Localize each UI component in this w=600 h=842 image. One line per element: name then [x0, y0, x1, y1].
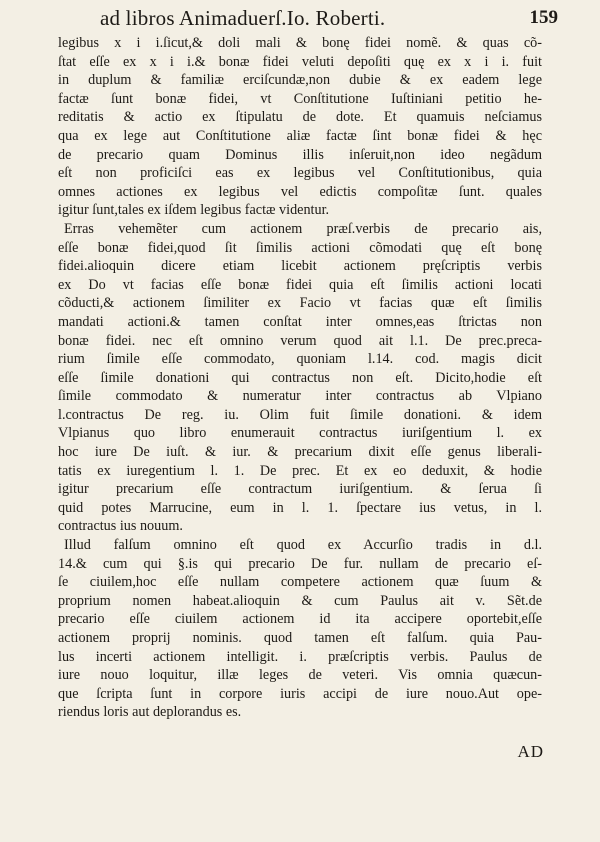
text-line: ſtat eſſe ex x i i.& bonæ fidei veluti depoſiti quę ex x i i. fuit	[58, 53, 542, 70]
text-line: ſimile commodato & numeratur inter contractus ab Vlpiano	[58, 388, 542, 405]
text-line: bonæ fidei. nec eſt omnino verum quod ait l.1. De prec.preca-	[58, 332, 542, 349]
text-line: eſt non proficiſci eas ex legibus vel Conſtitutionibus, quia	[58, 165, 542, 182]
text-line: Erras vehemẽter cum actionem præſ.verbis de precario ais,	[64, 220, 542, 237]
text-line: ſe ciuilem,hoc eſſe nullam competere actionem quæ ſuum &	[58, 574, 542, 591]
text-line: reditatis & actio ex ſtipulatu de dote. Et quamuis neſciamus	[58, 109, 542, 126]
text-line: proprium nomen habeat.alioquin & cum Paulus ait v. Sẽt.de	[58, 592, 542, 609]
text-line: eſſe ſimile donationi qui contractus non eſt. Dicito,hodie eſt	[58, 369, 542, 386]
running-head-title: ad libros Animaduerſ.Io. Roberti.	[100, 6, 386, 30]
text-line: iure nouo loquitur, illæ leges de veteri. Vis omnia quæcun-	[58, 667, 542, 684]
text-line: lus incerti actionem intelligit. i. præſcriptis verbis. Paulus de	[58, 648, 542, 665]
text-line: factæ ſunt bonæ fidei, vt Conſtitutione Iuſtiniani petitio he-	[58, 90, 542, 107]
text-line: igitur ſunt,tales ex iſdem legibus factæ videntur.	[58, 202, 330, 219]
text-line: mandati actioni.& tamen conſtat inter omnes,eas ſtrictas non	[58, 313, 542, 330]
text-line: de precario quam Dominus illis inſeruit,non ideo negãdum	[58, 146, 542, 163]
text-line: que ſcripta ſunt in corpore iuris accipi de iure nouo.Aut ope-	[58, 685, 542, 702]
catchword: AD	[517, 742, 544, 761]
text-line: hoc iure De iuſt. & iur. & precarium dixit eſſe genus liberali-	[58, 444, 542, 461]
text-line: riendus loris aut deplorandus es.	[58, 704, 242, 721]
text-line: l.contractus De reg. iu. Olim fuit ſimile donationi. & idem	[58, 406, 542, 423]
text-line: qua ex lege aut Conſtitutione aliæ factæ ſint bonæ fidei & hęc	[58, 127, 542, 144]
text-line: cõducti,& actionem ſimiliter ex Facio vt facias quæ eſt ſimilis	[58, 295, 542, 312]
text-line: omnes actiones ex legibus vel edictis compoſitæ ſunt. quales	[58, 183, 542, 200]
text-line: in duplum & familiæ erciſcundæ,non dubie & ex eadem lege	[58, 72, 542, 89]
text-line: fidei.alioquin dicere etiam licebit actionem pręſcriptis verbis	[58, 258, 542, 275]
paragraph	[58, 220, 542, 536]
running-head	[60, 4, 560, 34]
text-line: tatis ex iuregentium l. 1. De prec. Et ex eo deduxit, & hodie	[58, 462, 542, 479]
body-text	[58, 34, 542, 722]
page-number: 159	[529, 7, 558, 28]
text-line: contractus ius nouum.	[58, 518, 183, 535]
paragraph	[58, 34, 542, 220]
text-line: Vlpianus quo libro enumerauit contractus iuriſgentium l. ex	[58, 425, 542, 442]
text-line: Illud falſum omnino eſt quod ex Accurſio tradis in d.l.	[64, 537, 542, 554]
paragraph	[58, 536, 542, 722]
text-line: precario eſſe ciuilem actionem id ita accipere oportebit,eſſe	[58, 611, 542, 628]
text-line: legibus x i i.ſicut,& doli mali & bonę fidei nomẽ. & quas cõ-	[58, 35, 542, 51]
text-line: rium ſimile eſſe commodato, quoniam l.14. cod. magis dicit	[58, 351, 542, 368]
text-line: eſſe bonæ fidei,quod ſit ſimilis actioni cõmodati quę eſt bonę	[58, 239, 542, 256]
text-line: quid potes Marrucine, eum in l. 1. ſpectare ius vetus, in l.	[58, 499, 542, 516]
text-line: ex Do vt facias eſſe bonæ fidei quia eſt ſimilis actioni locati	[58, 276, 542, 293]
text-line: actionem proprij nominis. quod tamen eſt falſum. quia Pau-	[58, 630, 542, 646]
text-line: igitur precarium eſſe contractum iuriſgentium. & ſerua ſi	[58, 481, 542, 498]
text-line: 14.& cum qui §.is qui precario De fur. nullam de precario eſ-	[58, 555, 542, 572]
